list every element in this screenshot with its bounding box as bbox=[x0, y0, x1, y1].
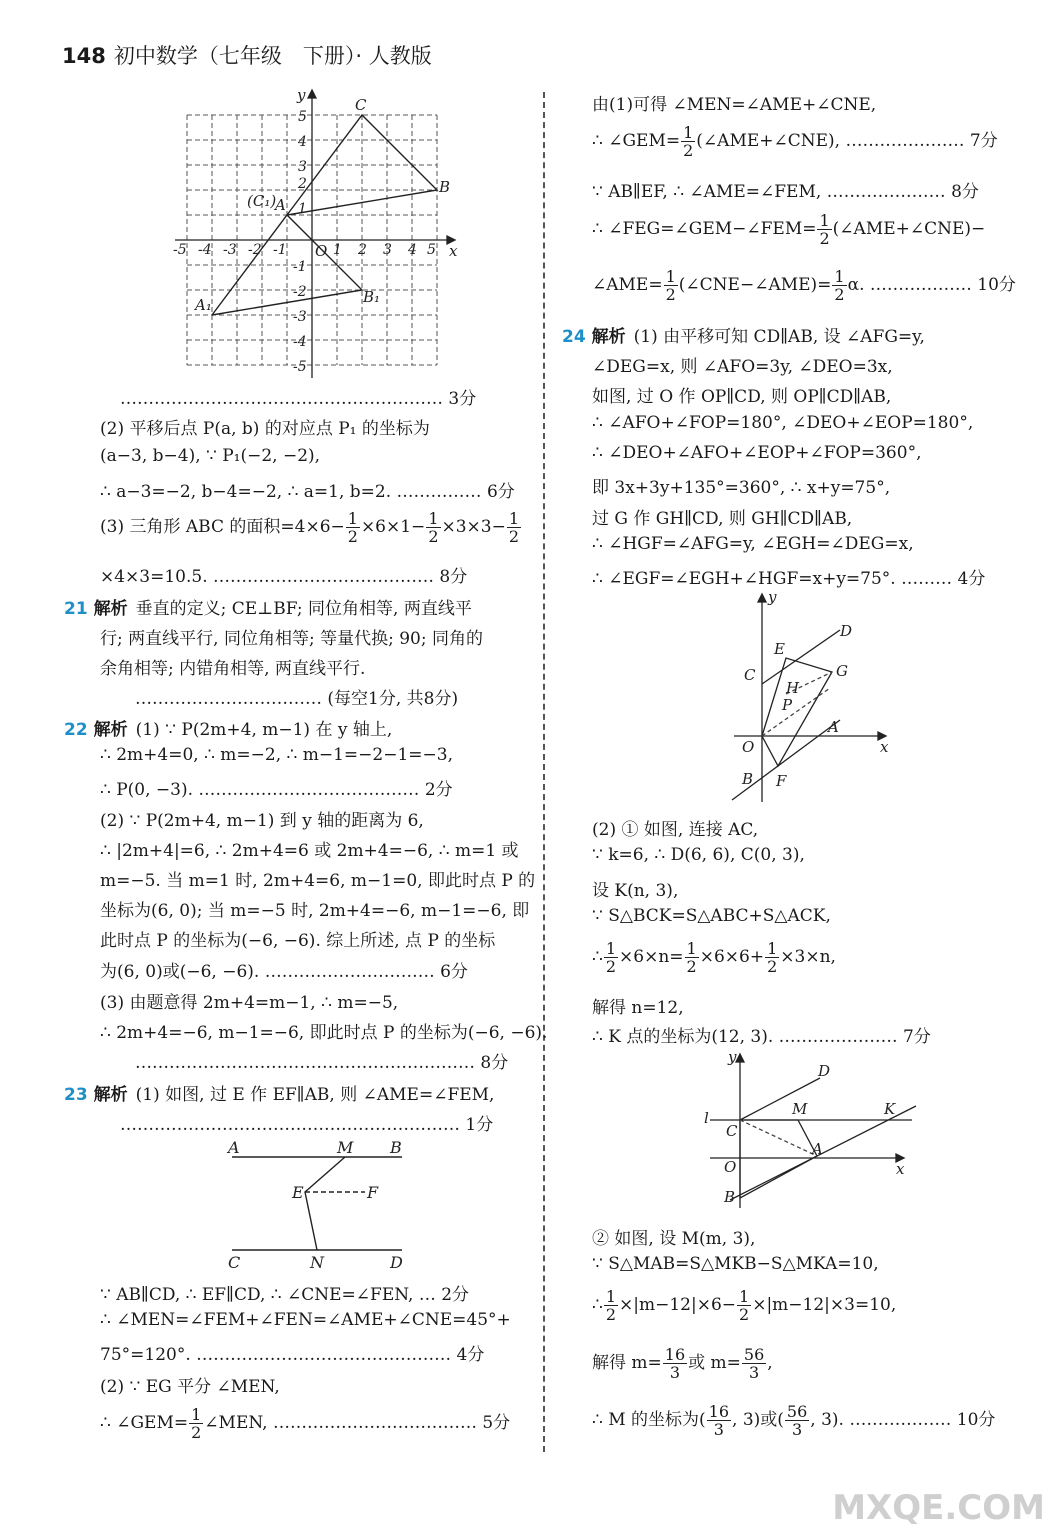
text-line: …………………………… (每空1分, 共8分) bbox=[135, 689, 459, 709]
text-line: ∵ S△MAB=S△MKB−S△MKA=10, bbox=[592, 1254, 879, 1274]
page-title: 初中数学（七年级 下册）· 人教版 bbox=[113, 44, 432, 68]
point-label-b: B bbox=[742, 770, 754, 788]
fraction bbox=[663, 1346, 687, 1381]
text-line: (a−3, b−4), ∵ P₁(−2, −2), bbox=[100, 446, 321, 466]
text-segment: ×6×6+ bbox=[699, 947, 765, 967]
formula-line bbox=[100, 510, 522, 545]
text-segment: ×3×n, bbox=[780, 947, 836, 967]
fraction bbox=[742, 1346, 766, 1381]
x-axis-label: x bbox=[896, 1160, 905, 1178]
y-tick: 2 bbox=[298, 176, 307, 192]
point-label-a: A bbox=[828, 718, 839, 736]
numerator: 16 bbox=[708, 1402, 730, 1421]
numerator: 16 bbox=[664, 1345, 686, 1364]
text-segment: 解得 m= bbox=[592, 1353, 662, 1373]
numerator: 1 bbox=[508, 509, 520, 528]
text-line: …………………………………………………… 8分 bbox=[135, 1053, 509, 1073]
numerator: 1 bbox=[834, 267, 845, 286]
text-segment: ×|m−12|×6− bbox=[619, 1295, 737, 1315]
numerator: 56 bbox=[786, 1402, 808, 1421]
denominator: 2 bbox=[665, 285, 676, 304]
text-line: ∴ a−3=−2, b−4=−2, ∴ a=1, b=2. …………… 6分 bbox=[100, 482, 515, 502]
text-line: 75°=120°. ……………………………………… 4分 bbox=[100, 1345, 485, 1365]
text-segment: ∠AME= bbox=[592, 275, 663, 295]
point-label-a: A bbox=[275, 196, 286, 214]
text-segment: ×|m−12|×3=10, bbox=[752, 1295, 897, 1315]
y-tick: 5 bbox=[298, 109, 307, 125]
denominator: 2 bbox=[428, 527, 439, 546]
coordinate-grid-figure bbox=[165, 88, 465, 383]
denominator: 2 bbox=[508, 527, 520, 546]
x-tick: 5 bbox=[427, 242, 436, 258]
text-segment: , 3). ……………… 10分 bbox=[810, 1410, 996, 1430]
fraction bbox=[737, 1288, 751, 1323]
x-axis-label: x bbox=[880, 738, 889, 756]
column-divider bbox=[543, 92, 545, 1452]
text-line: m=−5. 当 m=1 时, 2m+4=6, m−1=0, 即此时点 P 的 bbox=[100, 871, 536, 891]
text-line: ∠DEG=x, 则 ∠AFO=3y, ∠DEO=3x, bbox=[592, 357, 893, 377]
formula-line bbox=[592, 1403, 995, 1438]
point-label-a: A bbox=[812, 1140, 823, 1158]
angle-figure-q24 bbox=[730, 588, 900, 806]
point-label-g: G bbox=[836, 662, 848, 680]
text-line: 行; 两直线平行, 同位角相等; 等量代换; 90; 同角的 bbox=[100, 629, 483, 649]
point-label-b1: B₁ bbox=[363, 288, 381, 306]
point-label-a: A bbox=[228, 1138, 240, 1157]
fraction bbox=[346, 510, 360, 545]
text-segment: ×6×n= bbox=[619, 947, 684, 967]
question-number: 21 bbox=[64, 599, 88, 619]
point-label-h: H bbox=[786, 679, 800, 697]
y-tick: 1 bbox=[298, 201, 307, 217]
formula-line bbox=[592, 1288, 896, 1323]
text-line: 如图, 过 O 作 OP∥CD, 则 OP∥CD∥AB, bbox=[592, 387, 892, 407]
denominator: 3 bbox=[669, 1363, 681, 1382]
parallel-lines-figure bbox=[220, 1135, 420, 1275]
fraction bbox=[817, 212, 831, 247]
point-label-d: D bbox=[390, 1253, 403, 1272]
fraction bbox=[604, 1288, 618, 1323]
text-segment: ∴ bbox=[592, 1295, 603, 1315]
formula-line bbox=[592, 940, 836, 975]
text-line: ∴ ∠HGF=∠AFG=y, ∠EGH=∠DEG=x, bbox=[592, 534, 914, 554]
denominator: 2 bbox=[605, 957, 617, 976]
fraction bbox=[832, 268, 846, 303]
point-label-f: F bbox=[367, 1183, 379, 1202]
numerator: 1 bbox=[767, 939, 778, 958]
y-tick: -1 bbox=[293, 259, 307, 275]
x-tick: -3 bbox=[223, 242, 237, 258]
denominator: 2 bbox=[834, 285, 845, 304]
text-line: ×4×3=10.5. ………………………………… 8分 bbox=[100, 567, 468, 587]
numerator: 1 bbox=[191, 1405, 202, 1424]
text-line: (2) 平移后点 P(a, b) 的对应点 P₁ 的坐标为 bbox=[100, 419, 430, 439]
text-segment: ×6×1− bbox=[360, 517, 426, 537]
numerator: 1 bbox=[683, 123, 694, 142]
point-label-c: C bbox=[744, 666, 756, 684]
formula-line bbox=[592, 212, 985, 247]
point-label-m: M bbox=[792, 1100, 808, 1118]
coordinate-figure-q24-2 bbox=[700, 1048, 925, 1212]
x-tick: 3 bbox=[383, 242, 392, 258]
numerator: 1 bbox=[819, 211, 830, 230]
fraction bbox=[664, 268, 678, 303]
y-tick: -3 bbox=[293, 309, 307, 325]
x-axis-label: x bbox=[449, 242, 458, 260]
point-label-c: C bbox=[355, 96, 367, 114]
text-line: ∵ AB∥CD, ∴ EF∥CD, ∴ ∠CNE=∠FEN, … 2分 bbox=[100, 1285, 470, 1305]
question-21 bbox=[64, 594, 472, 619]
text-line: ∵ k=6, ∴ D(6, 6), C(0, 3), bbox=[592, 845, 805, 865]
text-segment: ∴ ∠FEG=∠GEM−∠FEM= bbox=[592, 219, 817, 239]
x-tick: 2 bbox=[358, 242, 367, 258]
text-segment: , bbox=[767, 1353, 773, 1373]
text-line: 此时点 P 的坐标为(−6, −6). 综上所述, 点 P 的坐标 bbox=[100, 931, 496, 951]
text-line: 由(1)可得 ∠MEN=∠AME+∠CNE, bbox=[592, 95, 877, 115]
text-segment: , 3)或( bbox=[732, 1410, 784, 1430]
numerator: 1 bbox=[347, 509, 358, 528]
fraction bbox=[426, 510, 440, 545]
text-line: ∴ K 点的坐标为(12, 3). ………………… 7分 bbox=[592, 1027, 931, 1047]
point-label-a1: A₁ bbox=[195, 296, 212, 314]
text-line: 解得 n=12, bbox=[592, 998, 684, 1018]
page-header bbox=[62, 40, 432, 70]
fraction bbox=[681, 124, 695, 159]
text-segment: (∠AME+∠CNE)− bbox=[832, 219, 986, 239]
formula-line bbox=[592, 124, 998, 159]
denominator: 2 bbox=[739, 1305, 750, 1324]
watermark: MXQE.COM bbox=[832, 1488, 1045, 1528]
text-line: 即 3x+3y+135°=360°, ∴ x+y=75°, bbox=[592, 478, 891, 498]
y-tick: 4 bbox=[298, 134, 307, 150]
text-line: ∵ S△BCK=S△ABC+S△ACK, bbox=[592, 906, 831, 926]
text-segment: (1) 如图, 过 E 作 EF∥AB, 则 ∠AME=∠FEM, bbox=[135, 1085, 495, 1105]
text-line: ∴ ∠AFO+∠FOP=180°, ∠DEO+∠EOP=180°, bbox=[592, 413, 974, 433]
numerator: 1 bbox=[665, 267, 676, 286]
numerator: 56 bbox=[743, 1345, 765, 1364]
y-tick: 3 bbox=[298, 159, 307, 175]
y-axis-label: y bbox=[768, 588, 777, 606]
point-label-c1: (C₁) bbox=[247, 192, 277, 210]
text-line: 坐标为(6, 0); 当 m=−5 时, 2m+4=−6, m−1=−6, 即 bbox=[100, 901, 530, 921]
text-segment: (∠AME+∠CNE), ………………… 7分 bbox=[696, 131, 998, 151]
x-tick: -5 bbox=[173, 242, 187, 258]
numerator: 1 bbox=[605, 1287, 617, 1306]
x-tick: 1 bbox=[333, 242, 342, 258]
y-axis-label: y bbox=[728, 1048, 737, 1066]
formula-line bbox=[592, 268, 1016, 303]
point-label-d: D bbox=[840, 622, 853, 640]
point-label-k: K bbox=[884, 1100, 896, 1118]
text-line: ∴ ∠EGF=∠EGH+∠HGF=x+y=75°. ……… 4分 bbox=[592, 569, 986, 589]
point-label-m: M bbox=[337, 1138, 354, 1157]
formula-line bbox=[592, 1346, 773, 1381]
text-line: ∴ P(0, −3). ………………………………… 2分 bbox=[100, 780, 453, 800]
line-label-l: l bbox=[704, 1109, 709, 1127]
formula-line bbox=[100, 1406, 510, 1441]
denominator: 3 bbox=[749, 1363, 760, 1382]
point-label-e: E bbox=[292, 1183, 304, 1202]
point-label-b: B bbox=[439, 178, 451, 196]
jiexi-label: 解析 bbox=[93, 599, 128, 619]
page-number: 148 bbox=[62, 44, 106, 68]
y-tick: -2 bbox=[293, 284, 307, 300]
jiexi-label: 解析 bbox=[93, 720, 128, 740]
text-line: (2) ① 如图, 连接 AC, bbox=[592, 820, 759, 840]
denominator: 2 bbox=[819, 229, 830, 248]
jiexi-label: 解析 bbox=[93, 1085, 128, 1105]
text-line: (2) ∵ P(2m+4, m−1) 到 y 轴的距离为 6, bbox=[100, 811, 424, 831]
text-line: ② 如图, 设 M(m, 3), bbox=[592, 1229, 756, 1249]
text-line: ∵ AB∥EF, ∴ ∠AME=∠FEM, ………………… 8分 bbox=[592, 182, 979, 202]
text-segment: (1) ∵ P(2m+4, m−1) 在 y 轴上, bbox=[135, 720, 393, 740]
x-tick: -2 bbox=[248, 242, 262, 258]
question-number: 24 bbox=[562, 327, 586, 347]
text-segment: α. ……………… 10分 bbox=[847, 275, 1016, 295]
denominator: 2 bbox=[191, 1423, 202, 1442]
question-number: 23 bbox=[64, 1085, 88, 1105]
question-24 bbox=[562, 322, 925, 347]
text-line: 为(6, 0)或(−6, −6). ………………………… 6分 bbox=[100, 962, 468, 982]
denominator: 3 bbox=[792, 1420, 803, 1439]
text-line: (2) ∵ EG 平分 ∠MEN, bbox=[100, 1377, 280, 1397]
point-label-p: P bbox=[782, 696, 793, 714]
question-number: 22 bbox=[64, 720, 88, 740]
text-segment: (3) 三角形 ABC 的面积=4×6− bbox=[100, 517, 345, 537]
denominator: 2 bbox=[347, 527, 358, 546]
text-line: …………………………………………………… 1分 bbox=[120, 1115, 494, 1135]
x-tick: -4 bbox=[198, 242, 212, 258]
origin-label: O bbox=[724, 1158, 737, 1176]
text-line: 余角相等; 内错角相等, 两直线平行. bbox=[100, 659, 366, 679]
y-axis-label: y bbox=[297, 88, 306, 104]
origin-label: O bbox=[315, 242, 328, 260]
point-label-d: D bbox=[818, 1062, 831, 1080]
origin-label: O bbox=[742, 738, 755, 756]
point-label-b: B bbox=[390, 1138, 402, 1157]
text-segment: ∴ bbox=[592, 947, 603, 967]
numerator: 1 bbox=[605, 939, 617, 958]
point-label-c: C bbox=[726, 1122, 738, 1140]
text-segment: ∠MEN, ……………………………… 5分 bbox=[204, 1413, 511, 1433]
text-line: (3) 由题意得 2m+4=m−1, ∴ m=−5, bbox=[100, 993, 399, 1013]
text-line: ∴ ∠DEO+∠AFO+∠EOP+∠FOP=360°, bbox=[592, 443, 922, 463]
y-tick: -5 bbox=[293, 359, 307, 375]
denominator: 2 bbox=[605, 1305, 617, 1324]
text-line: ∴ 2m+4=−6, m−1=−6, 即此时点 P 的坐标为(−6, −6). bbox=[100, 1023, 548, 1043]
fraction bbox=[685, 940, 699, 975]
y-tick: -4 bbox=[293, 334, 307, 350]
point-label-e: E bbox=[774, 640, 785, 658]
point-label-f: F bbox=[776, 772, 787, 790]
text-segment: (1) 由平移可知 CD∥AB, 设 ∠AFG=y, bbox=[633, 327, 925, 347]
fraction bbox=[507, 510, 521, 545]
question-23 bbox=[64, 1080, 494, 1105]
fraction bbox=[189, 1406, 203, 1441]
denominator: 2 bbox=[686, 957, 697, 976]
text-line: 过 G 作 GH∥CD, 则 GH∥CD∥AB, bbox=[592, 509, 853, 529]
fraction bbox=[765, 940, 779, 975]
fraction bbox=[707, 1403, 731, 1438]
point-label-n: N bbox=[310, 1253, 324, 1272]
point-label-c: C bbox=[228, 1253, 241, 1272]
text-line: ∴ |2m+4|=6, ∴ 2m+4=6 或 2m+4=−6, ∴ m=1 或 bbox=[100, 841, 519, 861]
x-tick: 4 bbox=[408, 242, 417, 258]
denominator: 2 bbox=[683, 141, 694, 160]
denominator: 3 bbox=[713, 1420, 724, 1439]
numerator: 1 bbox=[686, 939, 697, 958]
text-segment: ∴ ∠GEM= bbox=[592, 131, 681, 151]
text-segment: ∴ M 的坐标为( bbox=[592, 1410, 706, 1430]
x-tick: -1 bbox=[273, 242, 287, 258]
text-line: ………………………………………………… 3分 bbox=[120, 389, 477, 409]
text-line: ∴ 2m+4=0, ∴ m=−2, ∴ m−1=−2−1=−3, bbox=[100, 745, 454, 765]
text-segment: ∴ ∠GEM= bbox=[100, 1413, 189, 1433]
denominator: 2 bbox=[767, 957, 778, 976]
text-segment: (∠CNE−∠AME)= bbox=[678, 275, 832, 295]
numerator: 1 bbox=[428, 509, 439, 528]
text-segment: 垂直的定义; CE⊥BF; 同位角相等, 两直线平 bbox=[135, 599, 472, 619]
fraction bbox=[604, 940, 618, 975]
text-segment: 或 m= bbox=[688, 1353, 741, 1373]
text-segment: ×3×3− bbox=[441, 517, 506, 537]
fraction bbox=[785, 1403, 809, 1438]
jiexi-label: 解析 bbox=[591, 327, 626, 347]
point-label-b: B bbox=[724, 1188, 736, 1206]
text-line: ∴ ∠MEN=∠FEM+∠FEN=∠AME+∠CNE=45°+ bbox=[100, 1310, 511, 1330]
text-line: 设 K(n, 3), bbox=[592, 881, 679, 901]
numerator: 1 bbox=[739, 1287, 750, 1306]
question-22 bbox=[64, 715, 392, 740]
